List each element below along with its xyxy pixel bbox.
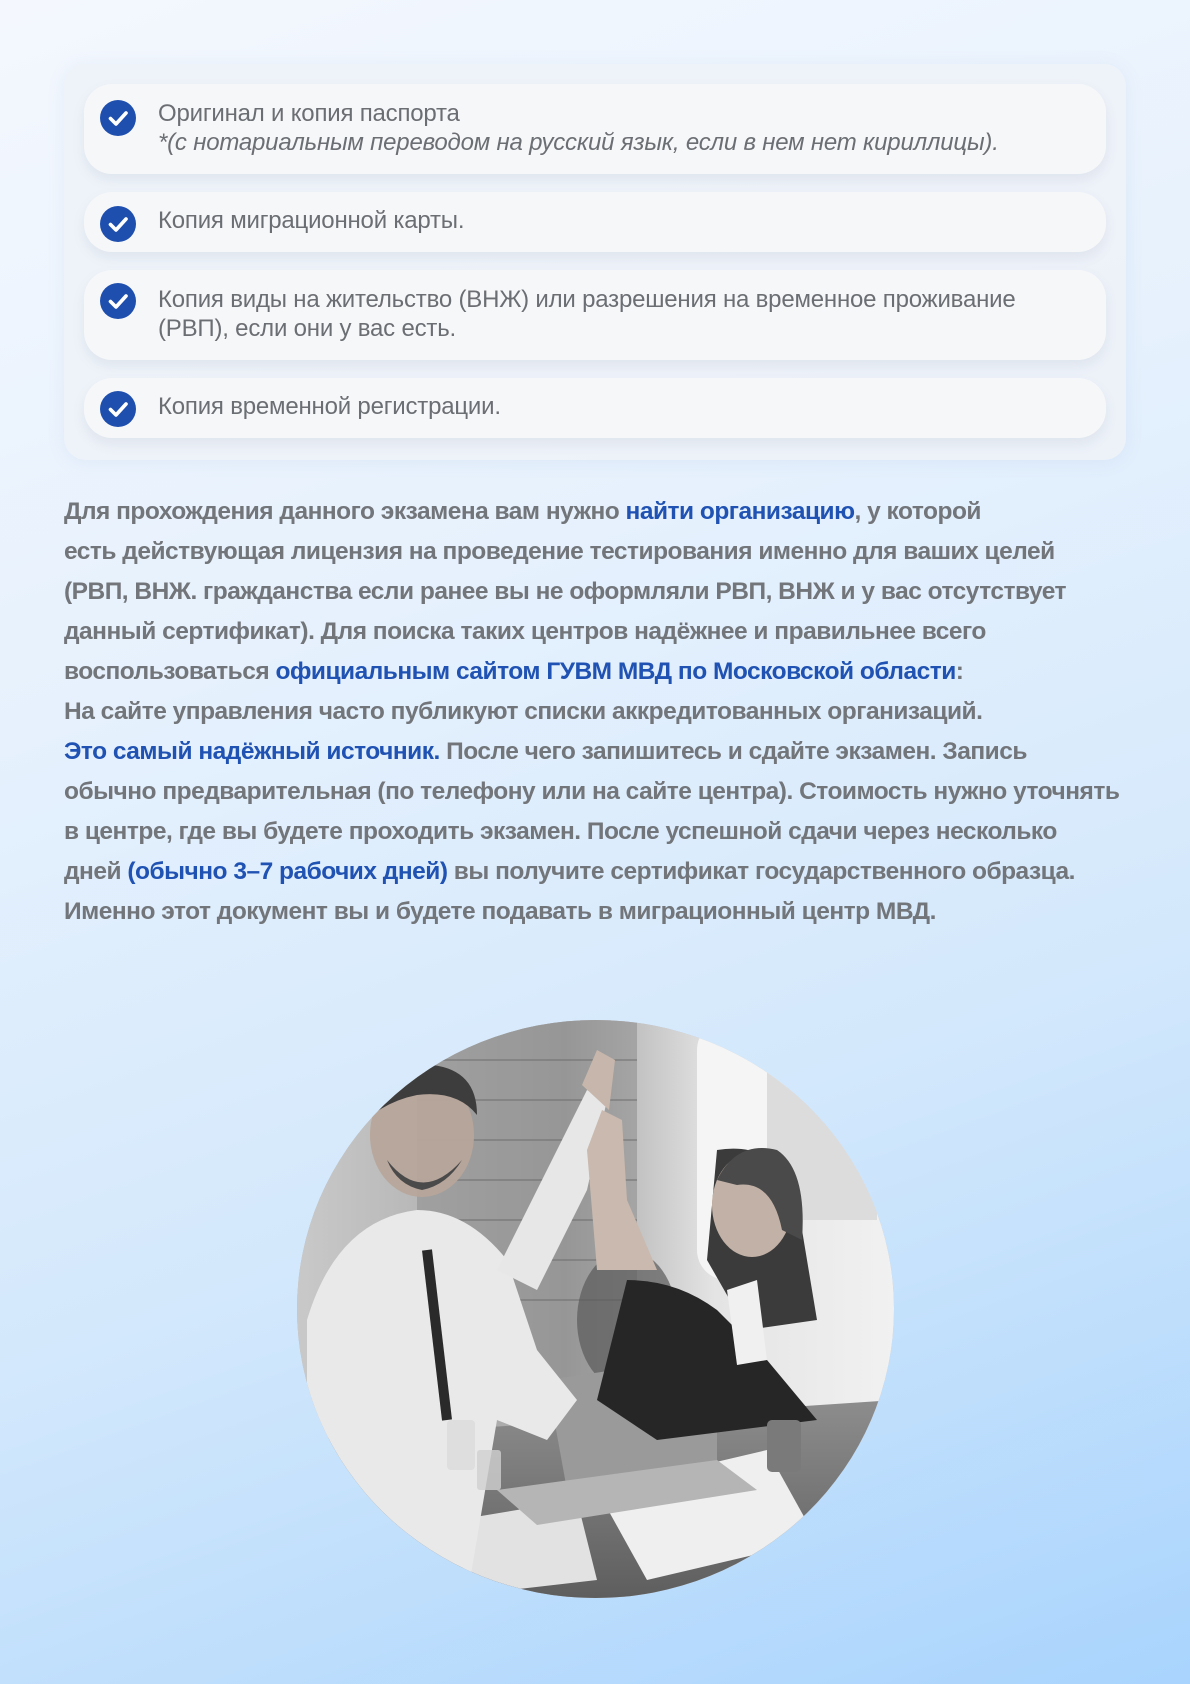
check-circle-icon: [100, 391, 136, 427]
checklist-item-label: Копия временной регистрации.: [158, 393, 501, 420]
paragraph-line: есть действующая лицензия на проведение тестирования именно для ваших целей: [64, 538, 1055, 565]
reliable-source-highlight: Это самый надёжный источник.: [64, 738, 440, 765]
paragraph-line: обычно предварительная (по телефону или на сайте центра). Стоимость нужно уточнять: [64, 778, 1120, 805]
check-circle-icon: [100, 206, 136, 242]
checklist-item-label-line2: (РВП), если они у вас есть.: [158, 315, 456, 342]
check-circle-icon: [100, 100, 136, 136]
checklist-item-note: *(с нотариальным переводом на русский язык, если в нем нет кириллицы).: [158, 129, 999, 156]
checklist-item-label-line1: Копия виды на жительство (ВНЖ) или разрешения на временное проживание: [158, 286, 1016, 313]
paragraph-line: Именно этот документ вы и будете подавать в миграционный центр МВД.: [64, 898, 936, 925]
checklist-item-label: Оригинал и копия паспорта: [158, 100, 460, 127]
checklist-item-label: Копия миграционной карты.: [158, 207, 465, 234]
checklist-item-residence-permit: [84, 270, 1106, 360]
exam-instructions-paragraph: [64, 492, 1134, 932]
text: :: [955, 658, 964, 685]
text: После чего запишитесь и сдайте экзамен. Запись: [439, 738, 1027, 765]
text: воспользоваться: [64, 658, 276, 685]
paragraph-line: (РВП, ВНЖ. гражданства если ранее вы не оформляли РВП, ВНЖ и у вас отсутствует: [64, 578, 1067, 605]
checklist-item-migration-card: [84, 192, 1106, 252]
checklist-item-passport: [84, 84, 1106, 174]
text: , у которой: [854, 498, 981, 525]
check-circle-icon: [100, 283, 136, 319]
paragraph-line: На сайте управления часто публикуют списки аккредитованных организаций.: [64, 698, 983, 725]
paragraph-line: в центре, где вы будете проходить экзамен. После успешной сдачи через несколько: [64, 818, 1057, 845]
find-organization-link[interactable]: найти организацию: [625, 498, 855, 525]
text: Для прохождения данного экзамена вам нужно: [64, 498, 626, 525]
high-five-photo: [297, 1020, 894, 1598]
documents-checklist: [64, 64, 1126, 460]
text: вы получите сертификат государственного образца.: [447, 858, 1075, 885]
official-site-link[interactable]: официальным сайтом ГУВМ МВД по Московской области: [275, 658, 956, 685]
working-days-highlight: (обычно 3–7 рабочих дней): [127, 858, 448, 885]
paragraph-line: данный сертификат). Для поиска таких центров надёжнее и правильнее всего: [64, 618, 986, 645]
text: дней: [64, 858, 128, 885]
checklist-item-registration: [84, 378, 1106, 438]
